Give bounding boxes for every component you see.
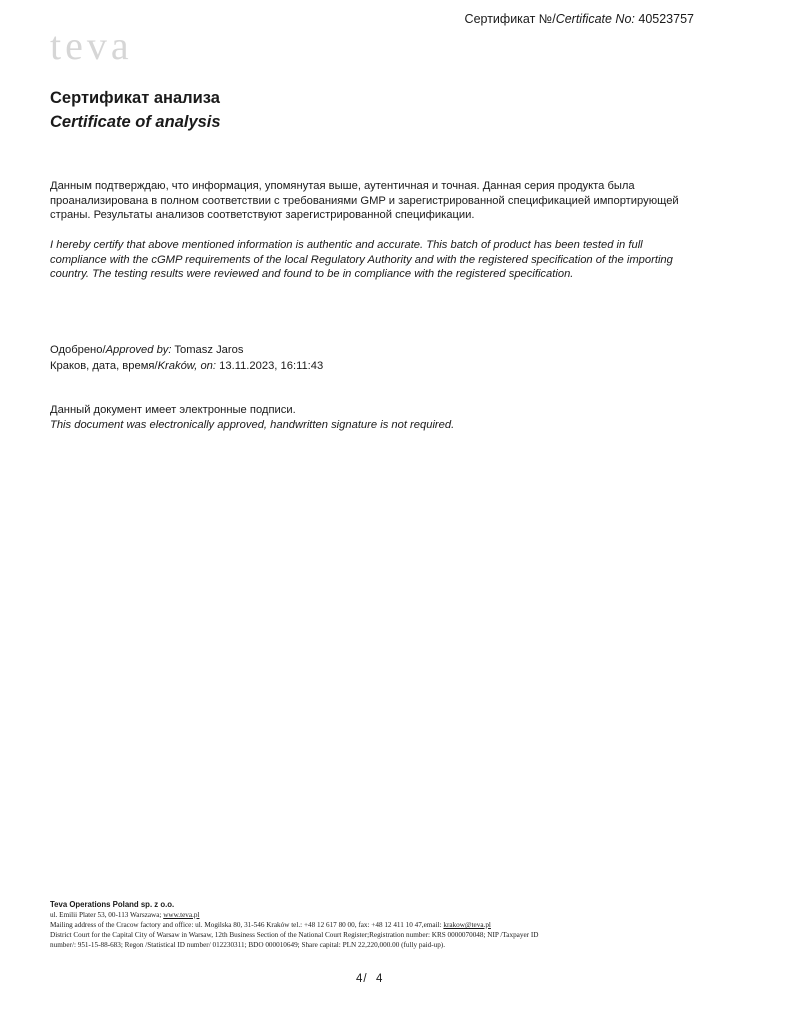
cert-label-ru: Сертификат №/ xyxy=(464,12,556,26)
footer-website-link[interactable]: www.teva.pl xyxy=(163,911,200,919)
approved-by-line xyxy=(50,344,243,356)
footer-address: ul. Emilii Plater 53, 00-113 Warszawa; xyxy=(50,911,162,919)
teva-logo: teva xyxy=(50,23,133,68)
footer-mailing-line xyxy=(50,920,650,930)
approved-label-ru: Одобрено/ xyxy=(50,344,106,356)
approved-label-en: Approved by: xyxy=(105,344,172,356)
footer-mailing: Mailing address of the Cracow factory and office: ul. Mogilska 80, 31-546 Kraków tel.: +48 12 617 80 00, fax: +48 12 411 10 47,email: xyxy=(50,921,442,929)
page-separator: / xyxy=(363,973,368,985)
place-label-ru: Краков, дата, время/ xyxy=(50,360,158,372)
title-ru: Сертификат анализа xyxy=(50,89,220,107)
title-en: Certificate of analysis xyxy=(50,113,221,131)
place-label-en: Kraków, on: xyxy=(157,360,217,372)
certificate-number-line xyxy=(465,12,694,26)
place-date-line xyxy=(50,360,323,372)
esignature-note-en: This document was electronically approved, handwritten signature is not required. xyxy=(50,419,455,431)
page-number xyxy=(356,973,383,985)
footer-company: Teva Operations Poland sp. z o.o. xyxy=(50,900,175,909)
footer-court: District Court for the Capital City of Warsaw in Warsaw, 12th Business Section of the National Court Register;Registration number: KRS 0000070048; NIP /Taxpayer ID xyxy=(50,931,539,939)
footer-email-link[interactable]: krakow@teva.pl xyxy=(443,921,491,929)
statement-ru: Данным подтверждаю, что информация, упомянутая выше, аутентичная и точная. Данная серия продукта была проанализирована в полном соответствии с требованиями GMP и зарегистрированной спецификацией импортирующей страны. Результаты анализов соответствуют зарегистрированной спецификации. xyxy=(50,180,679,221)
approver-name: Tomasz Jaros xyxy=(174,344,244,356)
footer-address-line xyxy=(50,910,650,920)
cert-number: 40523757 xyxy=(638,12,694,26)
cert-label-en: Certificate No: xyxy=(555,12,635,26)
esignature-note-ru: Данный документ имеет электронные подписи. xyxy=(50,404,296,416)
statement-en: I hereby certify that above mentioned information is authentic and accurate. This batch of product has been tested in full compliance with the cGMP requirements of the local Regulatory Authority and with the registered specification of the importing country. The testing results were reviewed and found to be in compliance with the registered specification. xyxy=(50,239,673,280)
footer xyxy=(50,900,650,950)
footer-numbers: number/: 951-15-88-683; Regon /Statistical ID number/ 012230311; BDO 000010649; Share capital: PLN 22,220,000.00 (fully paid-up). xyxy=(50,941,445,949)
approval-datetime: 13.11.2023, 16:11:43 xyxy=(219,360,324,372)
page-total: 4 xyxy=(376,973,384,985)
page-current: 4 xyxy=(356,973,364,985)
